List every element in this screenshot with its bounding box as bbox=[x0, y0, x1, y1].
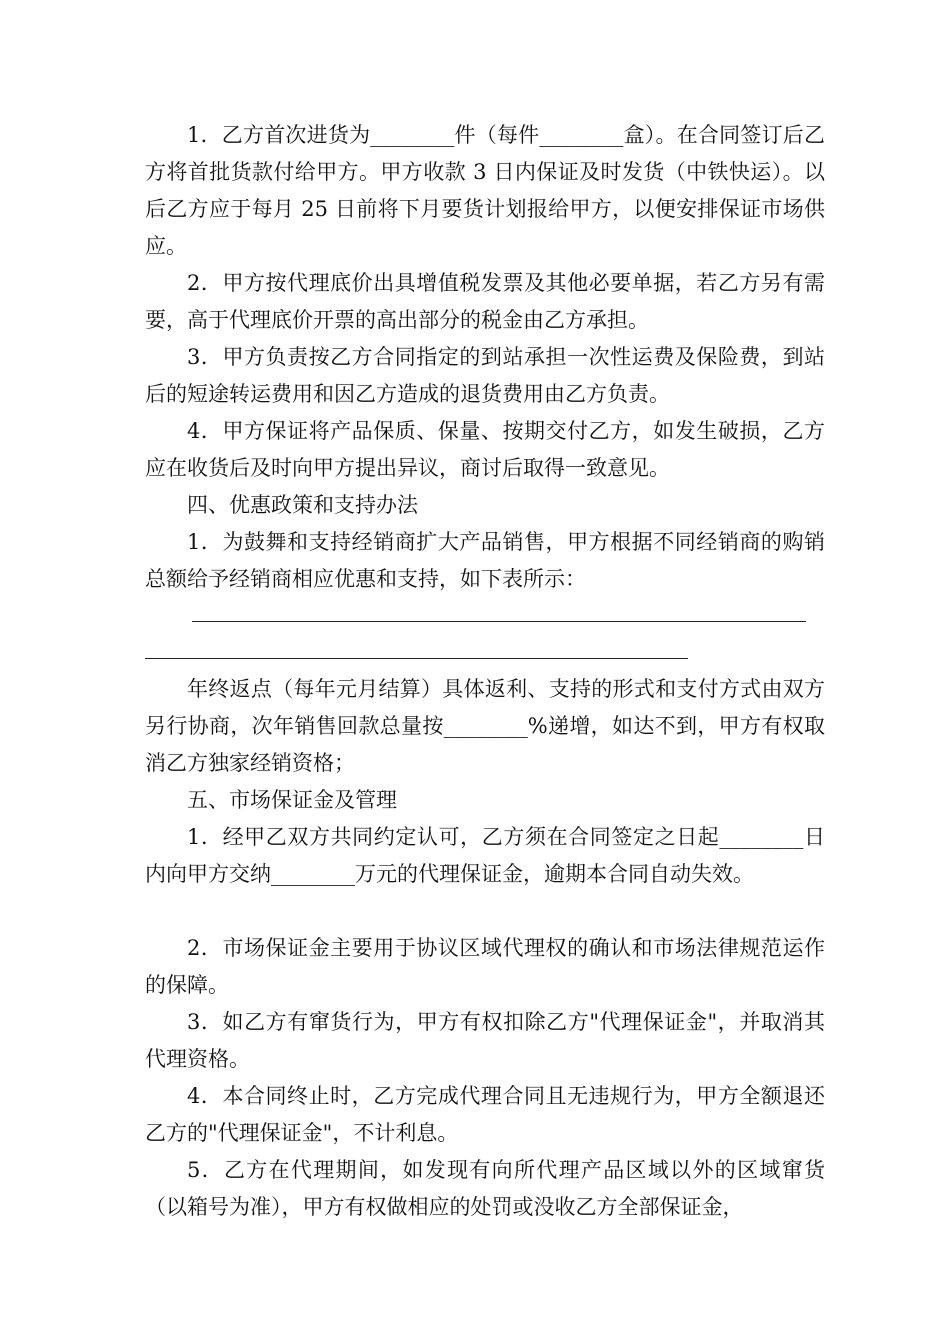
clause-4-quality: 4．甲方保证将产品保质、保量、按期交付乙方，如发生破损，乙方应在收货后及时向甲方提出异议，商讨后取得一致意见。 bbox=[145, 419, 825, 480]
section-4-heading: 四、优惠政策和支持办法 bbox=[187, 493, 418, 517]
section-4-clause-1: 1．为鼓舞和支持经销商扩大产品销售，甲方根据不同经销商的购销总额给予经销商相应优惠和支持，如下表所示： bbox=[145, 530, 825, 591]
clause-1-first-order: 1．乙方首次进货为________件（每件________盒）。在合同签订后乙方将首批货款付给甲方。甲方收款 3 日内保证及时发货（中铁快运）。以后乙方应于每月 25 日前将下月要货计划报给甲方，以便安排保证市场供应。 bbox=[145, 123, 825, 258]
section-5-heading: 五、市场保证金及管理 bbox=[187, 788, 397, 812]
clause-3-freight: 3．甲方负责按乙方合同指定的到站承担一次性运费及保险费，到站后的短途转运费用和因乙方造成的退货费用由乙方负责。 bbox=[145, 345, 825, 406]
section-5-clause-5: 5．乙方在代理期间，如发现有向所代理产品区域以外的区域窜货（以箱号为准），甲方有权做相应的处罚或没收乙方全部保证金， bbox=[145, 1158, 825, 1219]
year-end-rebate-paragraph: 年终返点（每年元月结算）具体返利、支持的形式和支付方式由双方另行协商，次年销售回款总量按________%递增，如达不到，甲方有权取消乙方独家经销资格； bbox=[145, 677, 825, 775]
table-rule-bottom bbox=[145, 658, 688, 659]
section-5-clause-4: 4．本合同终止时，乙方完成代理合同且无违规行为，甲方全额退还乙方的"代理保证金"，不计利息。 bbox=[145, 1084, 825, 1145]
table-rule-top bbox=[192, 621, 806, 622]
clause-2-invoice: 2．甲方按代理底价出具增值税发票及其他必要单据，若乙方另有需要，高于代理底价开票的高出部分的税金由乙方承担。 bbox=[145, 271, 825, 332]
section-5-clause-2: 2．市场保证金主要用于协议区域代理权的确认和市场法律规范运作的保障。 bbox=[145, 936, 825, 997]
section-5-clause-1: 1．经甲乙双方共同约定认可，乙方须在合同签定之日起________日内向甲方交纳________万元的代理保证金，逾期本合同自动失效。 bbox=[145, 825, 825, 886]
section-5-clause-3: 3．如乙方有窜货行为，甲方有权扣除乙方"代理保证金"，并取消其代理资格。 bbox=[145, 1010, 825, 1071]
